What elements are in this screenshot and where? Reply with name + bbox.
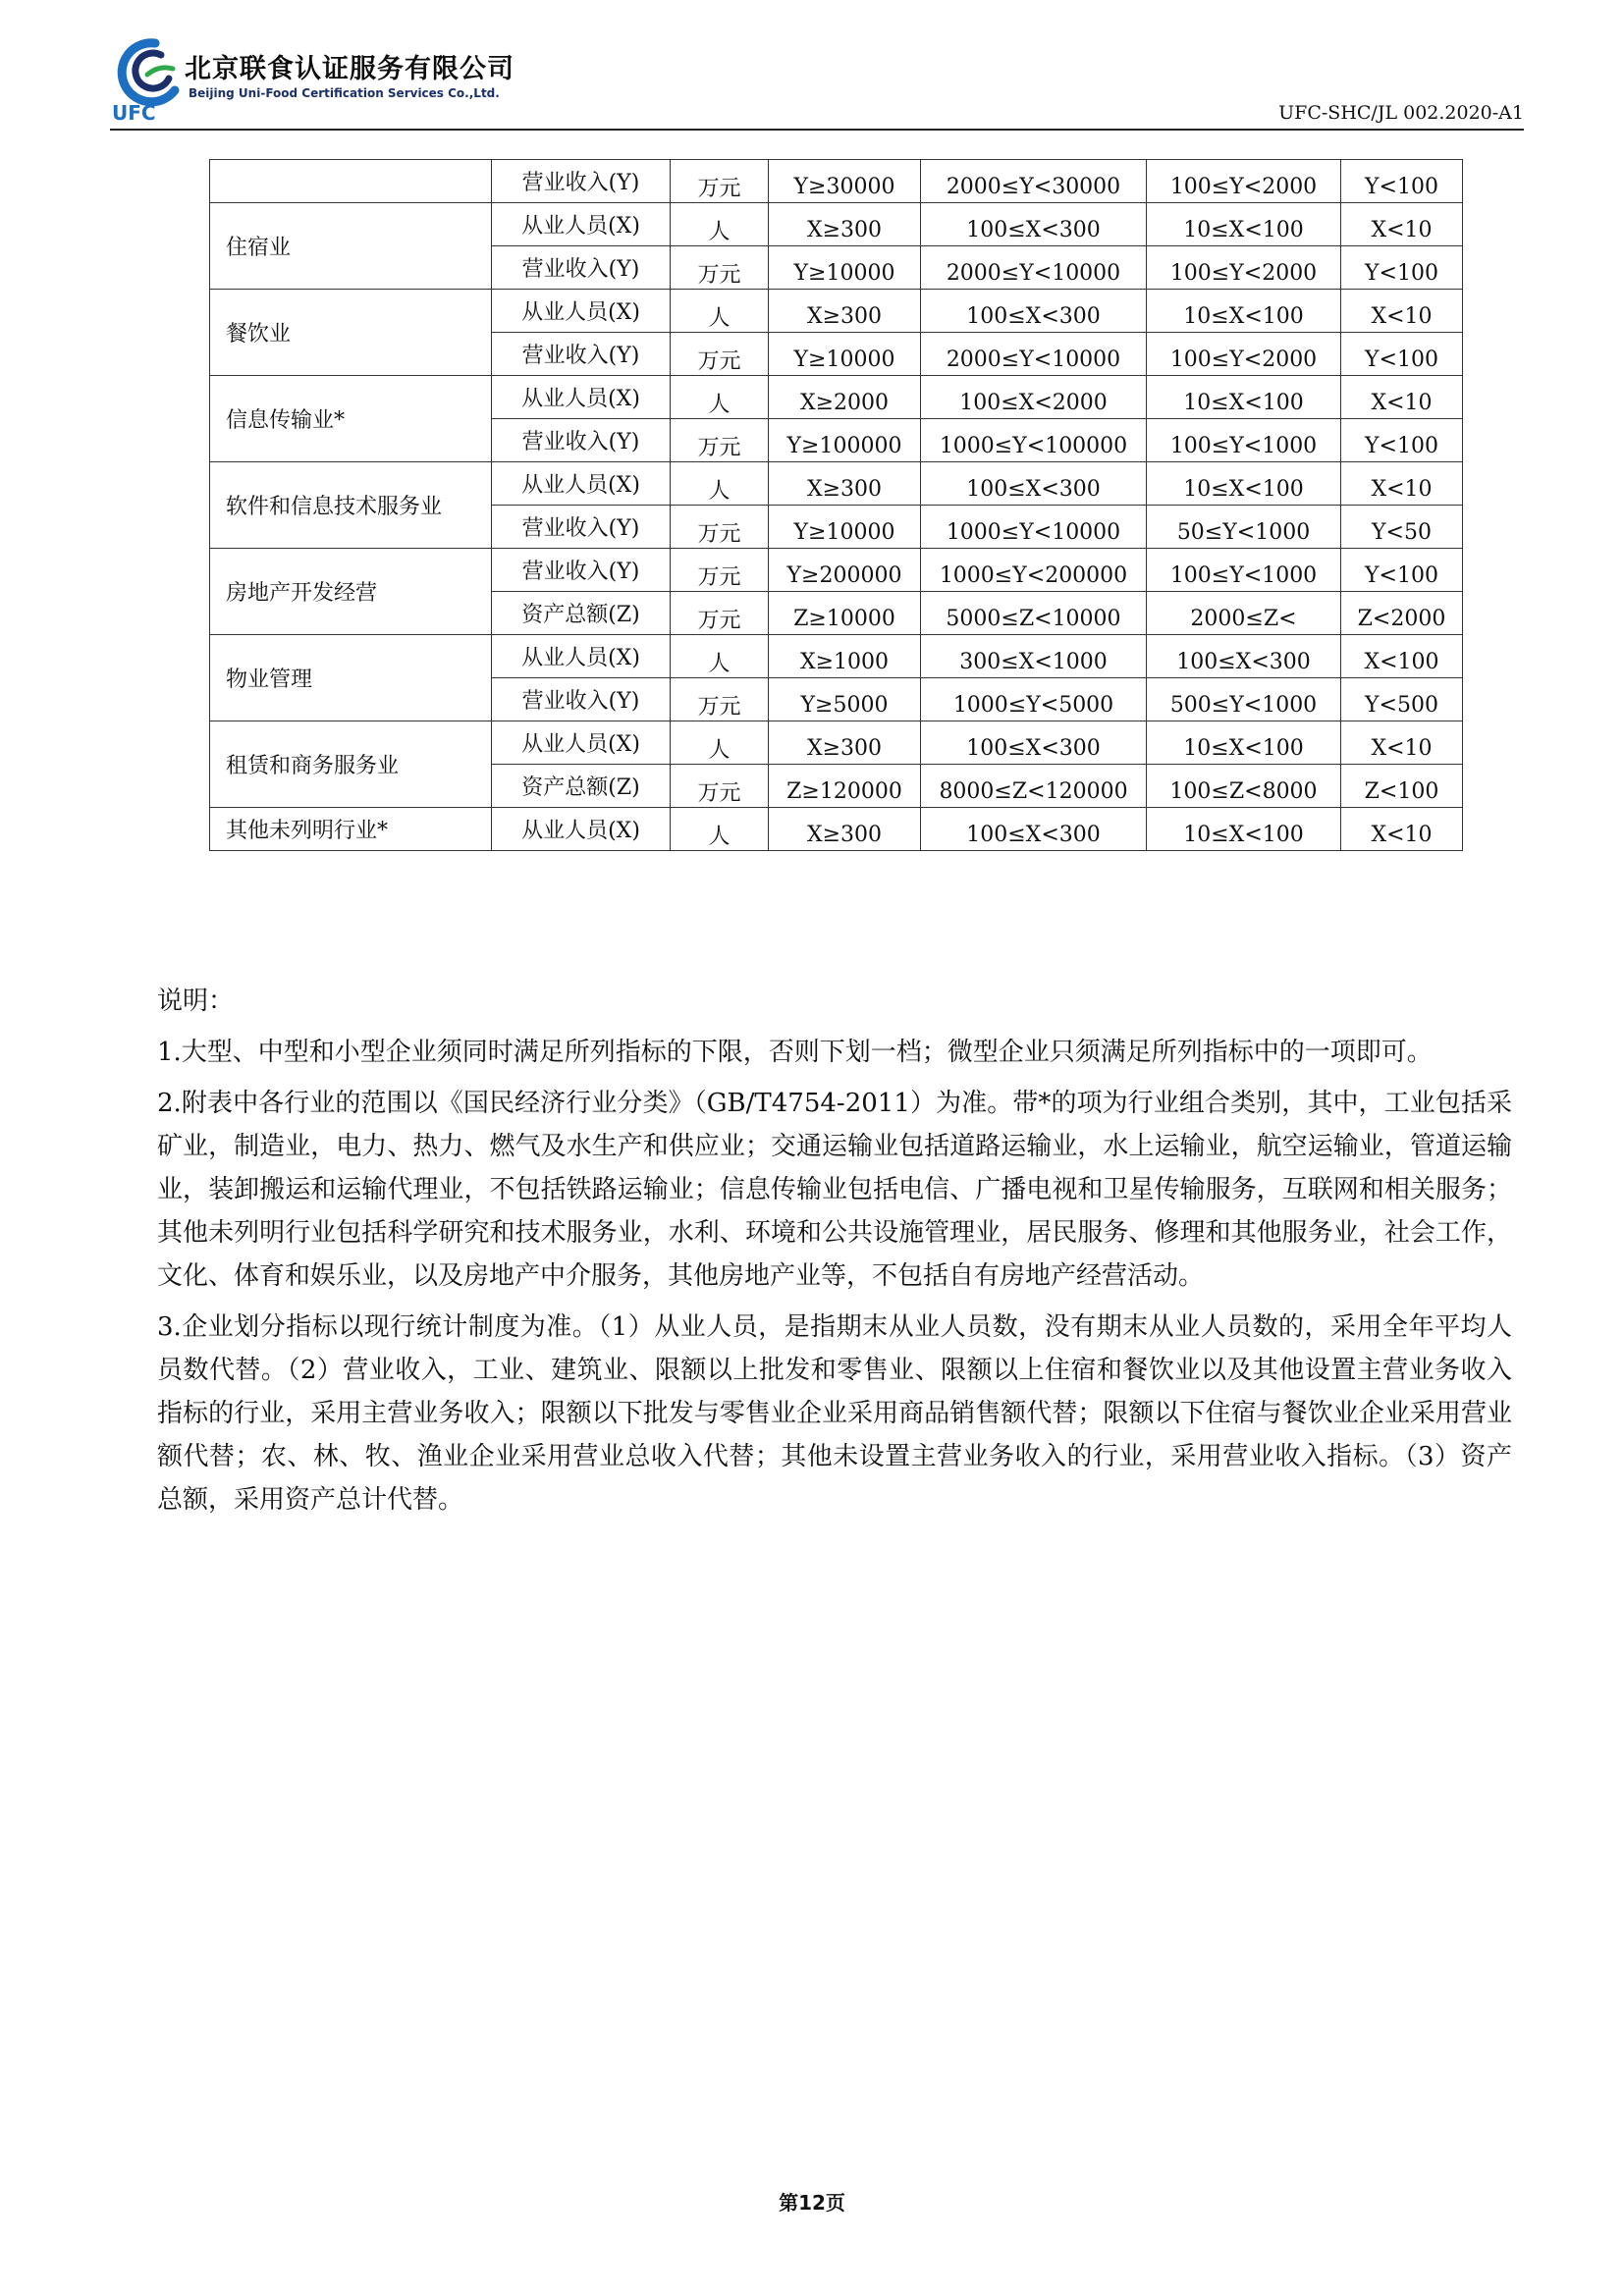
medium-value: 100≤X<300: [966, 736, 1101, 761]
micro-cell: [1341, 678, 1463, 721]
large-cell: [769, 592, 921, 635]
small-cell: [1147, 290, 1341, 333]
indicator-cell: 营业收入(Y): [492, 333, 671, 376]
micro-cell: [1341, 635, 1463, 678]
medium-value: 1000≤Y<10000: [946, 520, 1121, 545]
large-cell: [769, 462, 921, 506]
small-value: 10≤X<100: [1183, 218, 1304, 242]
small-value: 10≤X<100: [1183, 304, 1304, 329]
page-header: [110, 35, 1524, 130]
industry-cell: 房地产开发经营: [210, 549, 492, 635]
large-value: X≥300: [806, 823, 883, 847]
small-value: 10≤X<100: [1183, 391, 1304, 415]
medium-cell: [921, 549, 1147, 592]
indicator-cell: 从业人员(X): [492, 808, 671, 851]
micro-value: X<100: [1364, 650, 1439, 674]
small-cell: [1147, 721, 1341, 765]
small-value: 500≤Y<1000: [1169, 693, 1318, 718]
industry-cell: 租赁和商务服务业: [210, 721, 492, 808]
large-cell: [769, 160, 921, 203]
large-cell: [769, 203, 921, 246]
small-cell: [1147, 592, 1341, 635]
small-value: 2000≤Z<: [1190, 607, 1297, 631]
small-value: 10≤X<100: [1183, 823, 1304, 847]
large-cell: [769, 678, 921, 721]
large-cell: [769, 765, 921, 808]
micro-value: Y<100: [1365, 563, 1438, 588]
unit-cell: [671, 333, 769, 376]
medium-cell: [921, 635, 1147, 678]
header-divider: [110, 129, 1524, 131]
medium-cell: [921, 765, 1147, 808]
large-value: Z≥10000: [793, 607, 895, 631]
large-value: X≥2000: [799, 391, 890, 415]
unit-cell: [671, 549, 769, 592]
medium-value: 100≤X<300: [966, 823, 1101, 847]
industry-cell: 餐饮业: [210, 290, 492, 376]
micro-value: Z<2000: [1357, 607, 1446, 631]
unit-cell: [671, 462, 769, 506]
unit-cell: [671, 246, 769, 290]
medium-value: 1000≤Y<200000: [939, 563, 1128, 588]
unit-cell: [671, 635, 769, 678]
large-value: Y≥30000: [793, 175, 895, 199]
micro-cell: [1341, 376, 1463, 419]
large-value: X≥1000: [799, 650, 890, 674]
medium-value: 100≤X<300: [966, 218, 1101, 242]
table-row: [210, 721, 1463, 765]
unit-cell: [671, 592, 769, 635]
medium-cell: [921, 808, 1147, 851]
micro-cell: [1341, 462, 1463, 506]
industry-cell: 软件和信息技术服务业: [210, 462, 492, 549]
indicator-cell: 从业人员(X): [492, 635, 671, 678]
micro-cell: [1341, 808, 1463, 851]
micro-value: Z<100: [1364, 779, 1439, 804]
indicator-cell: 营业收入(Y): [492, 549, 671, 592]
table-row: [210, 462, 1463, 506]
industry-cell: [210, 160, 492, 203]
micro-value: Y<100: [1365, 434, 1438, 458]
unit-cell: [671, 765, 769, 808]
small-cell: [1147, 160, 1341, 203]
indicator-cell: 营业收入(Y): [492, 506, 671, 549]
large-cell: [769, 635, 921, 678]
unit-value: 万元: [697, 565, 741, 590]
medium-cell: [921, 462, 1147, 506]
micro-value: Y<100: [1365, 175, 1438, 199]
large-value: Y≥10000: [793, 261, 895, 286]
medium-cell: [921, 376, 1147, 419]
micro-cell: [1341, 203, 1463, 246]
small-cell: [1147, 808, 1341, 851]
medium-value: 100≤X<300: [966, 304, 1101, 329]
large-value: X≥300: [806, 477, 883, 502]
unit-value: 万元: [697, 522, 741, 547]
medium-cell: [921, 290, 1147, 333]
unit-value: 万元: [697, 263, 741, 288]
industry-cell: 信息传输业*: [210, 376, 492, 462]
micro-value: Y<100: [1365, 347, 1438, 372]
indicator-cell: 从业人员(X): [492, 462, 671, 506]
medium-value: 2000≤Y<30000: [946, 175, 1121, 199]
micro-value: X<10: [1371, 218, 1433, 242]
large-cell: [769, 376, 921, 419]
large-cell: [769, 246, 921, 290]
large-value: Y≥100000: [786, 434, 902, 458]
medium-cell: [921, 678, 1147, 721]
small-value: 100≤Z<8000: [1169, 779, 1318, 804]
unit-cell: [671, 419, 769, 462]
large-value: X≥300: [806, 218, 883, 242]
large-value: X≥300: [806, 304, 883, 329]
indicator-cell: 从业人员(X): [492, 376, 671, 419]
unit-value: 人: [708, 220, 731, 244]
industry-cell: 住宿业: [210, 203, 492, 290]
table-row: [210, 635, 1463, 678]
small-cell: [1147, 333, 1341, 376]
micro-cell: [1341, 765, 1463, 808]
small-cell: [1147, 549, 1341, 592]
table-row: [210, 549, 1463, 592]
unit-cell: [671, 160, 769, 203]
unit-value: 万元: [697, 695, 741, 720]
micro-cell: [1341, 290, 1463, 333]
unit-cell: [671, 203, 769, 246]
micro-cell: [1341, 506, 1463, 549]
notes-title: 说明：: [157, 987, 235, 1016]
indicator-cell: 资产总额(Z): [492, 592, 671, 635]
small-cell: [1147, 635, 1341, 678]
unit-value: 万元: [697, 781, 741, 806]
note-item-2: 2.附表中各行业的范围以《国民经济行业分类》（GB/T4754-2011）为准。带*的项为行业组合类别，其中，工业包括采矿业，制造业，电力、热力、燃气及水生产和供应业；交通运输业包括道路运输业，水上运输业，航空运输业，管道运输业，装卸搬运和运输代理业，不包括铁路运输业；信息传输业包括电信、广播电视和卫星传输服务，互联网和相关服务；其他未列明行业包括科学研究和技术服务业，水利、环境和公共设施管理业，居民服务、修理和其他服务业，社会工作，文化、体育和娱乐业，以及房地产中介服务，其他房地产业等，不包括自有房地产经营活动。: [157, 1089, 1512, 1291]
micro-value: X<10: [1371, 304, 1433, 329]
indicator-cell: 从业人员(X): [492, 721, 671, 765]
large-value: Y≥200000: [786, 563, 902, 588]
small-value: 100≤Y<2000: [1169, 347, 1318, 372]
unit-cell: [671, 721, 769, 765]
large-cell: [769, 506, 921, 549]
medium-cell: [921, 721, 1147, 765]
unit-cell: [671, 376, 769, 419]
small-cell: [1147, 419, 1341, 462]
micro-value: Y<50: [1372, 520, 1432, 545]
micro-value: Y<500: [1365, 693, 1438, 718]
unit-cell: [671, 290, 769, 333]
micro-cell: [1341, 160, 1463, 203]
unit-value: 人: [708, 738, 731, 763]
indicator-cell: 从业人员(X): [492, 203, 671, 246]
large-cell: [769, 333, 921, 376]
large-value: Y≥10000: [793, 347, 895, 372]
unit-value: 人: [708, 652, 731, 676]
note-item-3: 3.企业划分指标以现行统计制度为准。（1）从业人员，是指期末从业人员数，没有期末从业人员数的，采用全年平均人员数代替。（2）营业收入，工业、建筑业、限额以上批发和零售业、限额以上住宿和餐饮业以及其他设置主营业务收入指标的行业，采用主营业务收入；限额以下批发与零售业企业采用商品销售额代替；限额以下住宿与餐饮业企业采用营业额代替；农、林、牧、渔业企业采用营业总收入代替；其他未设置主营业务收入的行业，采用营业收入指标。（3）资产总额，采用资产总计代替。: [157, 1312, 1512, 1515]
medium-value: 2000≤Y<10000: [946, 347, 1121, 372]
micro-cell: [1341, 419, 1463, 462]
micro-cell: [1341, 246, 1463, 290]
table-row: [210, 203, 1463, 246]
unit-value: 人: [708, 479, 731, 504]
company-name-en: Beijing Uni-Food Certification Services Co.,Ltd.: [189, 86, 500, 100]
medium-value: 2000≤Y<10000: [946, 261, 1121, 286]
small-value: 10≤X<100: [1183, 477, 1304, 502]
large-value: Z≥120000: [786, 779, 902, 804]
industry-cell: 其他未列明行业*: [210, 808, 492, 851]
micro-cell: [1341, 549, 1463, 592]
ufc-logo-icon: [110, 35, 189, 124]
small-cell: [1147, 203, 1341, 246]
medium-value: 5000≤Z<10000: [946, 607, 1121, 631]
logo-text: UFC: [112, 101, 156, 124]
large-cell: [769, 290, 921, 333]
table-row: [210, 290, 1463, 333]
table-row: [210, 376, 1463, 419]
medium-value: 100≤X<300: [966, 477, 1101, 502]
unit-value: 人: [708, 825, 731, 849]
indicator-cell: 营业收入(Y): [492, 160, 671, 203]
medium-value: 100≤X<2000: [959, 391, 1108, 415]
medium-cell: [921, 506, 1147, 549]
medium-cell: [921, 246, 1147, 290]
small-value: 100≤Y<2000: [1169, 261, 1318, 286]
small-value: 100≤Y<1000: [1169, 563, 1318, 588]
indicator-cell: 营业收入(Y): [492, 246, 671, 290]
industry-cell: 物业管理: [210, 635, 492, 721]
small-value: 100≤Y<1000: [1169, 434, 1318, 458]
micro-cell: [1341, 721, 1463, 765]
large-value: Y≥10000: [793, 520, 895, 545]
unit-value: 万元: [697, 436, 741, 460]
unit-value: 万元: [697, 349, 741, 374]
medium-value: 1000≤Y<100000: [939, 434, 1128, 458]
indicator-cell: 营业收入(Y): [492, 419, 671, 462]
medium-cell: [921, 160, 1147, 203]
large-cell: [769, 808, 921, 851]
unit-cell: [671, 506, 769, 549]
large-value: X≥300: [806, 736, 883, 761]
small-value: 10≤X<100: [1183, 736, 1304, 761]
indicator-cell: 从业人员(X): [492, 290, 671, 333]
micro-value: X<10: [1371, 477, 1433, 502]
note-item-1: 1.大型、中型和小型企业须同时满足所列指标的下限，否则下划一档；微型企业只须满足所列指标中的一项即可。: [157, 1038, 1433, 1067]
medium-value: 8000≤Z<120000: [939, 779, 1128, 804]
micro-value: X<10: [1371, 823, 1433, 847]
medium-value: 300≤X<1000: [959, 650, 1108, 674]
unit-cell: [671, 678, 769, 721]
small-cell: [1147, 462, 1341, 506]
micro-cell: [1341, 592, 1463, 635]
unit-value: 万元: [697, 609, 741, 633]
indicator-cell: 资产总额(Z): [492, 765, 671, 808]
micro-cell: [1341, 333, 1463, 376]
medium-cell: [921, 592, 1147, 635]
unit-value: 万元: [697, 177, 741, 201]
notes-section: [157, 980, 1512, 1529]
enterprise-size-table: [209, 159, 1463, 851]
small-value: 50≤Y<1000: [1176, 520, 1311, 545]
medium-cell: [921, 203, 1147, 246]
large-cell: [769, 721, 921, 765]
small-cell: [1147, 765, 1341, 808]
small-value: 100≤Y<2000: [1169, 175, 1318, 199]
page-number: 第12页: [779, 2191, 845, 2215]
document-number: UFC-SHC/JL 002.2020-A1: [1278, 102, 1524, 124]
unit-value: 人: [708, 393, 731, 417]
indicator-cell: 营业收入(Y): [492, 678, 671, 721]
small-cell: [1147, 506, 1341, 549]
table-row: [210, 808, 1463, 851]
medium-cell: [921, 419, 1147, 462]
medium-value: 1000≤Y<5000: [952, 693, 1114, 718]
table-row: [210, 160, 1463, 203]
small-cell: [1147, 376, 1341, 419]
small-value: 100≤X<300: [1176, 650, 1311, 674]
company-name-cn: 北京联食认证服务有限公司: [185, 54, 514, 84]
small-cell: [1147, 246, 1341, 290]
large-value: Y≥5000: [800, 693, 889, 718]
micro-value: X<10: [1371, 391, 1433, 415]
large-cell: [769, 549, 921, 592]
micro-value: X<10: [1371, 736, 1433, 761]
medium-cell: [921, 333, 1147, 376]
small-cell: [1147, 678, 1341, 721]
large-cell: [769, 419, 921, 462]
unit-cell: [671, 808, 769, 851]
micro-value: Y<100: [1365, 261, 1438, 286]
unit-value: 人: [708, 306, 731, 331]
